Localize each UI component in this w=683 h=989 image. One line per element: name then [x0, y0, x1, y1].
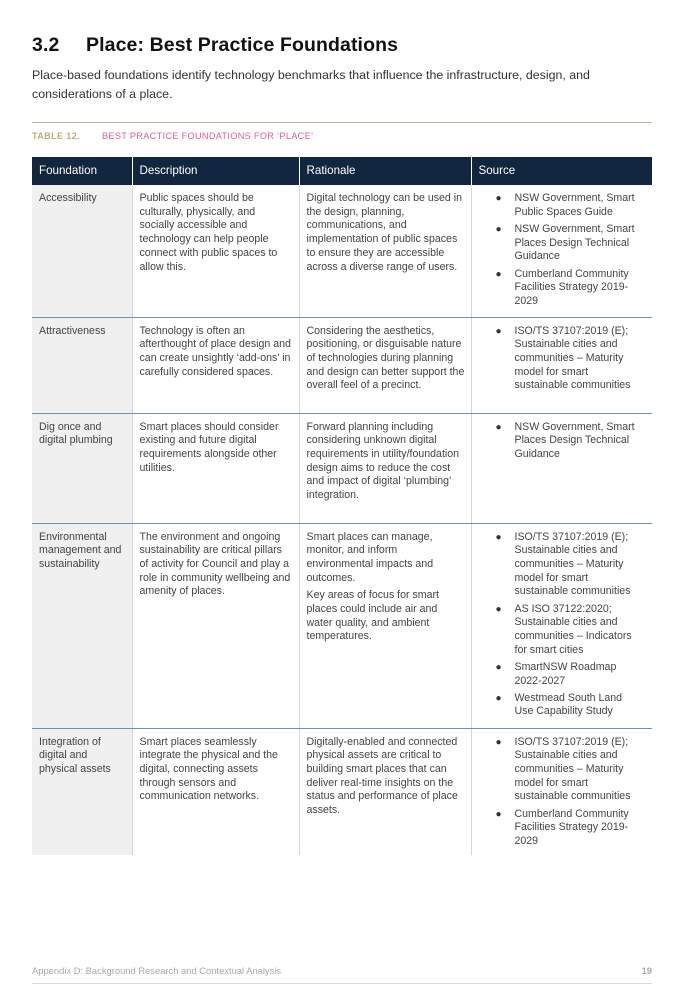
rationale-text: Considering the aesthetics, positioning, or disguisable nature of technologies during planning and design can better support the overall feel of a precinct. [306, 324, 465, 392]
header-source: Source [471, 157, 652, 185]
table-row [32, 728, 652, 855]
description-cell: Smart places seamlessly integrate the physical and the digital, connecting assets through sensors and communication networks. [132, 728, 299, 855]
table-row [32, 185, 652, 317]
foundation-cell: Attractiveness [32, 317, 132, 413]
top-divider [32, 122, 652, 123]
source-item: ● NSW Government, Smart Places Design Technical Guidance [495, 222, 635, 263]
rationale-cell [299, 185, 471, 317]
section-number: 3.2 [32, 34, 60, 56]
footer-text: Appendix D: Background Research and Contextual Analysis [32, 965, 282, 976]
table-caption-number: TABLE 12. [32, 131, 80, 141]
description-cell: Smart places should consider existing and future digital requirements alongside other utilities. [132, 413, 299, 523]
header-foundation: Foundation [32, 157, 132, 185]
source-item: ● NSW Government, Smart Places Design Technical Guidance [495, 420, 635, 460]
foundation-cell: Dig once and digital plumbing [32, 413, 132, 523]
rationale-cell [299, 317, 471, 413]
table-header-row [32, 157, 652, 185]
rationale-text: Digitally-enabled and connected physical assets are critical to building smart places that can deliver real-time insights on the status and performance of place assets. [306, 735, 458, 817]
page-number: 19 [641, 965, 652, 976]
source-item: ● ISO/TS 37107:2019 (E); Sustainable cities and communities – Maturity model for smart sustainable communities [495, 530, 631, 598]
table-caption-title: BEST PRACTICE FOUNDATIONS FOR ‘PLACE’ [102, 131, 314, 141]
source-item: ● ISO/TS 37107:2019 (E); Sustainable cities and communities – Maturity model for smart sustainable communities [495, 324, 631, 392]
source-item: ● NSW Government, Smart Public Spaces Guide [495, 192, 635, 218]
table-row [32, 523, 652, 728]
source-cell [471, 185, 652, 317]
rationale-text: Digital technology can be used in the design, planning, communications, and implementation of public spaces to ensure they are accessible across a diverse range of users. [306, 192, 462, 273]
intro-paragraph: Place-based foundations identify technology benchmarks that influence the infrastructure, design, and considerations of a place. [32, 68, 590, 101]
source-text: Cumberland Community Facilities Strategy 2019-2029 [514, 267, 629, 307]
source-text: NSW Government, Smart Places Design Technical Guidance [514, 420, 635, 460]
rationale-text: Forward planning including considering unknown digital requirements in utility/foundation design aims to reduce the cost and impact of digital ‘plumbing’ integration. [306, 420, 460, 502]
header-rationale: Rationale [299, 157, 471, 185]
rationale-text: Smart places can manage, monitor, and inform environmental impacts and outcomes. [306, 530, 434, 584]
description-cell: The environment and ongoing sustainability are critical pillars of activity for Council and play a role in community wellbeing and amenity of places. [132, 523, 299, 728]
description-cell: Technology is often an afterthought of place design and can create unsightly ‘add-ons’ in carefully considered spaces. [132, 317, 299, 413]
source-text: ISO/TS 37107:2019 (E); Sustainable cities and communities – Maturity model for smart sustainable communities [514, 324, 631, 392]
rationale-cell [299, 413, 471, 523]
header-description: Description [132, 157, 299, 185]
foundations-table [32, 157, 652, 855]
foundation-cell: Integration of digital and physical assets [32, 728, 132, 855]
source-item: ● AS ISO 37122:2020; Sustainable cities and communities – Indicators for smart cities [495, 602, 632, 656]
source-text: NSW Government, Smart Public Spaces Guide [514, 192, 635, 218]
source-text: ISO/TS 37107:2019 (E); Sustainable cities and communities – Maturity model for smart sustainable communities [514, 735, 631, 803]
source-item: ● Cumberland Community Facilities Strategy 2019-2029 [495, 807, 629, 847]
rationale-cell [299, 728, 471, 855]
source-cell [471, 317, 652, 413]
source-item: ● Cumberland Community Facilities Strategy 2019-2029 [495, 267, 629, 307]
table-caption [32, 131, 313, 141]
source-text: NSW Government, Smart Places Design Technical Guidance [514, 222, 635, 263]
description-cell: Public spaces should be culturally, physically, and socially accessible and technology can help people connect with public spaces to allow this. [132, 185, 299, 317]
source-text: ISO/TS 37107:2019 (E); Sustainable cities and communities – Maturity model for smart sustainable communities [514, 530, 631, 598]
source-text: Westmead South Land Use Capability Study [514, 691, 623, 718]
table-row [32, 413, 652, 523]
source-cell [471, 523, 652, 728]
foundation-cell: Accessibility [32, 185, 132, 317]
rationale-text: Key areas of focus for smart places could include air and water quality, and ambient temperatures. [306, 589, 439, 643]
source-item: ● SmartNSW Roadmap 2022-2027 [495, 660, 617, 687]
rationale-cell [299, 523, 471, 728]
bottom-divider [32, 983, 652, 984]
source-text: SmartNSW Roadmap 2022-2027 [514, 660, 617, 687]
source-text: AS ISO 37122:2020; Sustainable cities and communities – Indicators for smart cities [514, 602, 632, 656]
source-text: Cumberland Community Facilities Strategy 2019-2029 [514, 807, 629, 847]
section-heading [32, 34, 398, 57]
table-row [32, 317, 652, 413]
foundation-cell: Environmental management and sustainability [32, 523, 132, 728]
source-item: ● ISO/TS 37107:2019 (E); Sustainable cities and communities – Maturity model for smart sustainable communities [495, 735, 631, 803]
section-title: Place: Best Practice Foundations [86, 34, 399, 56]
source-cell [471, 728, 652, 855]
source-cell [471, 413, 652, 523]
source-item: ● Westmead South Land Use Capability Study [495, 691, 623, 718]
